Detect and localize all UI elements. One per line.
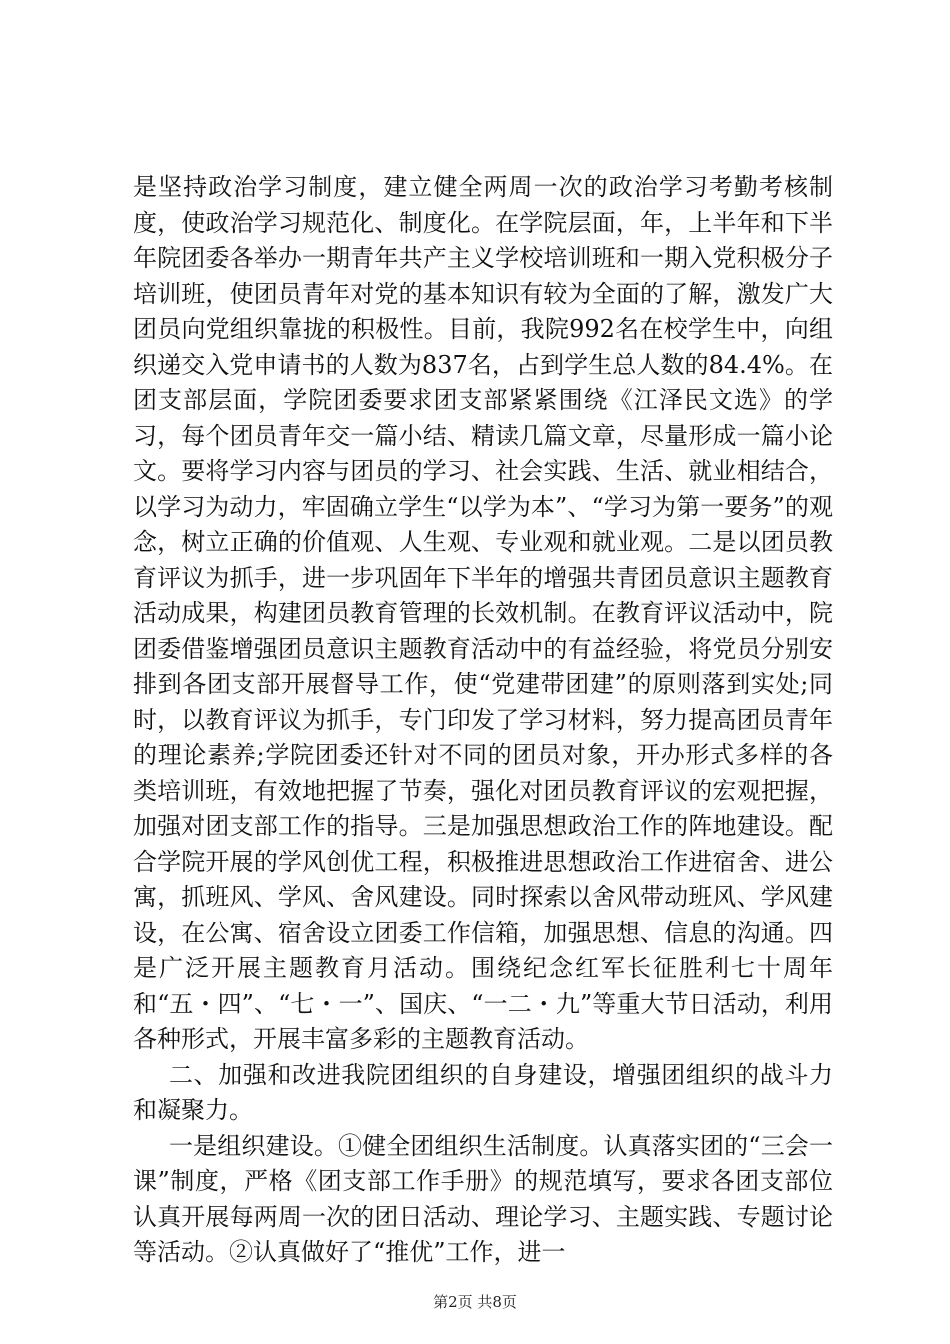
body-text xyxy=(133,170,833,1271)
page-footer: 第2页 共8页 xyxy=(433,1293,517,1311)
paragraph-3: 一是组织建设。①健全团组织生活制度。认真落实团的“三会一课”制度，严格《团支部工作手册》的规范填写，要求各团支部位认真开展每两周一次的团日活动、理论学习、主题实践、专题讨论等活动。②认真做好了“推优”工作，进一 xyxy=(133,1131,833,1266)
paragraph-1: 是坚持政治学习制度，建立健全两周一次的政治学习考勤考核制度，使政治学习规范化、制度化。在学院层面，年，上半年和下半年院团委各举办一期青年共产主义学校培训班和一期入党积极分子培训班，使团员青年对党的基本知识有较为全面的了解，激发广大团员向党组织靠拢的积极性。目前，我院992名在校学生中，向组织递交入党申请书的人数为837名，占到学生总人数的84.4%。在团支部层面，学院团委要求团支部紧紧围绕《江泽民文选》的学习，每个团员青年交一篇小结、精读几篇文章，尽量形成一篇小论文。要将学习内容与团员的学习、社会实践、生活、就业相结合，以学习为动力，牢固确立学生“以学为本”、“学习为第一要务”的观念，树立正确的价值观、人生观、专业观和就业观。二是以团员教育评议为抓手，进一步巩固年下半年的增强共青团员意识主题教育活动成果，构建团员教育管理的长效机制。在教育评议活动中，院团委借鉴增强团员意识主题教育活动中的有益经验，将党员分别安排到各团支部开展督导工作，使“党建带团建”的原则落到实处;同时，以教育评议为抓手，专门印发了学习材料，努力提高团员青年的理论素养;学院团委还针对不同的团员对象，开办形式多样的各类培训班，有效地把握了节奏，强化对团员教育评议的宏观把握，加强对团支部工作的指导。三是加强思想政治工作的阵地建设。配合学院开展的学风创优工程，积极推进思想政治工作进宿舍、进公寓，抓班风、学风、舍风建设。同时探索以舍风带动班风、学风建设，在公寓、宿舍设立团委工作信箱，加强思想、信息的沟通。四是广泛开展主题教育月活动。围绕纪念红军长征胜利七十周年和“五・四”、“七・一”、国庆、“一二・九”等重大节日活动，利用各种形式，开展丰富多彩的主题教育活动。 xyxy=(133,173,833,1053)
paragraph-2: 二、加强和改进我院团组织的自身建设，增强团组织的战斗力和凝聚力。 xyxy=(133,1060,833,1124)
